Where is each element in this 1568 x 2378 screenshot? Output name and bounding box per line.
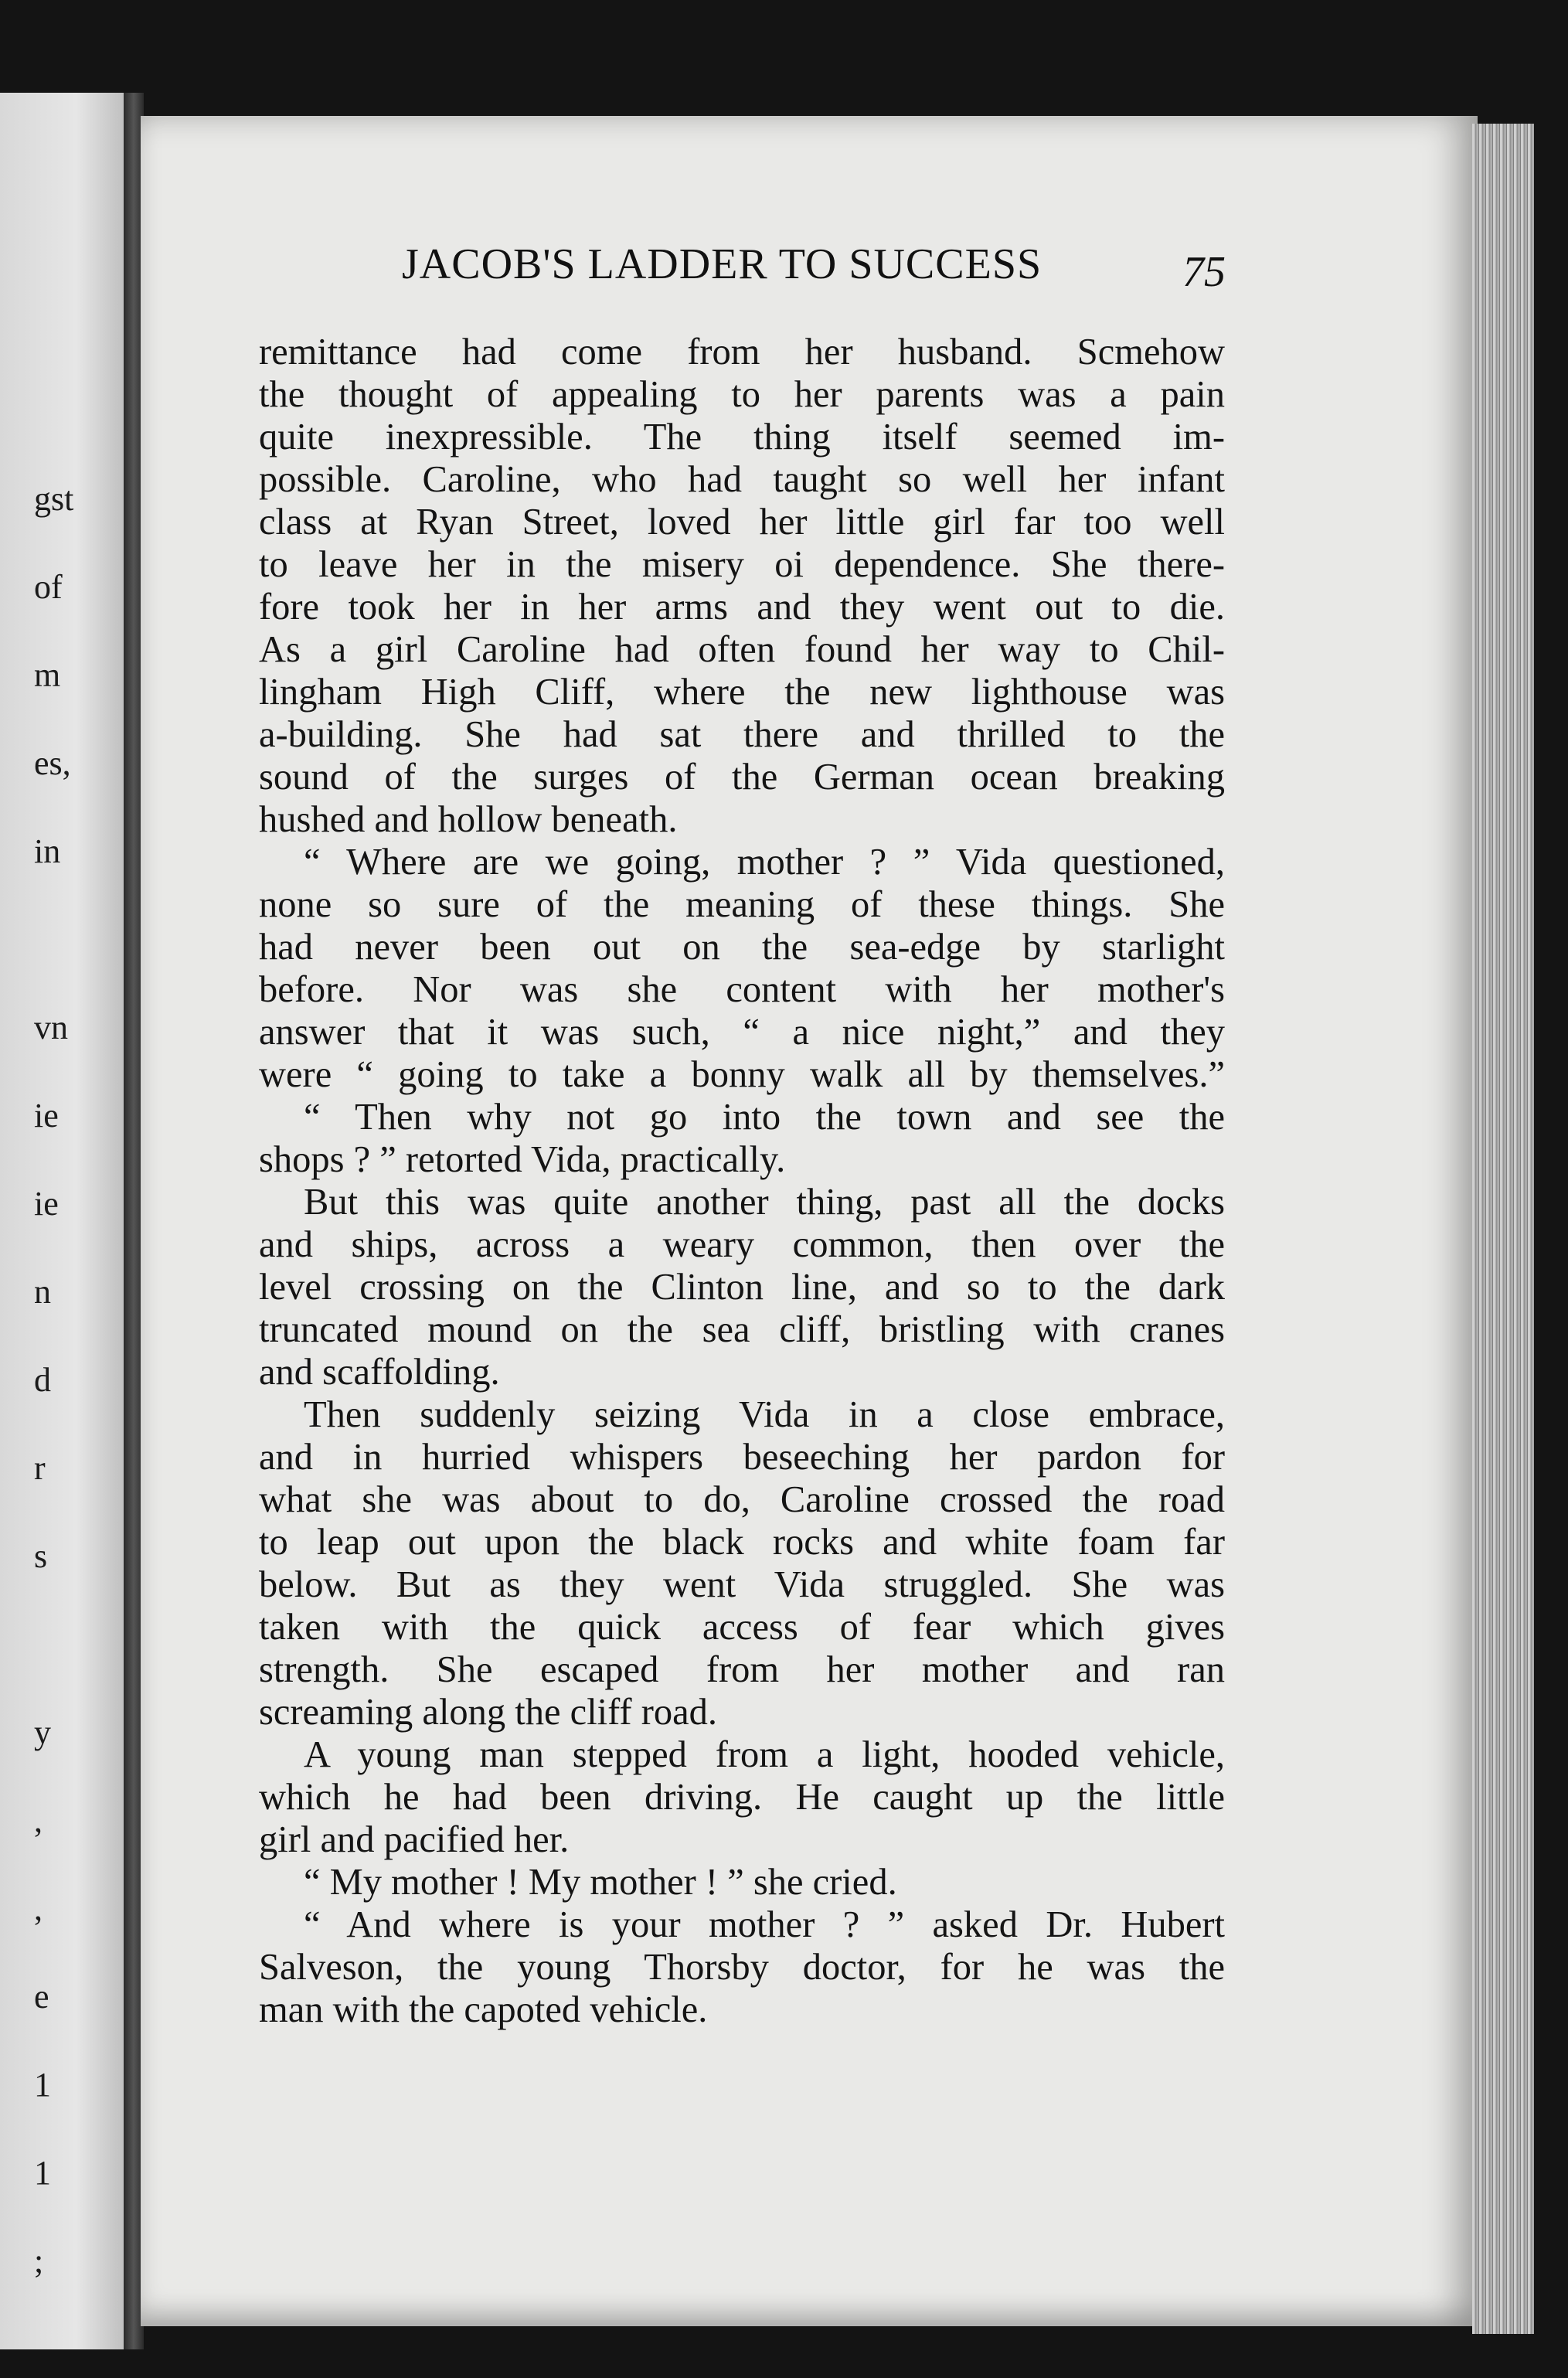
text-line: which he had been driving. He caught up the little	[259, 1777, 1225, 1818]
facing-page-text	[0, 433, 74, 2327]
text-line: A young man stepped from a light, hooded vehicle,	[304, 1734, 1225, 1775]
facing-page	[0, 93, 128, 2349]
facing-fragment: ;	[34, 2242, 44, 2280]
text-line: sound of the surges of the German ocean breaking	[259, 757, 1225, 798]
text-line: answer that it was such, “ a nice night,” and they	[259, 1012, 1225, 1053]
text-line: and ships, across a weary common, then over the	[259, 1224, 1225, 1265]
text-line: girl and pacified her.	[259, 1819, 570, 1860]
facing-fragment: ,	[34, 1801, 43, 1839]
running-title: JACOB'S LADDER TO SUCCESS	[402, 240, 1042, 288]
text-line: “ Where are we going, mother ? ” Vida questioned,	[304, 842, 1225, 883]
page-edges	[1472, 124, 1534, 2334]
facing-fragment: 1	[34, 2066, 51, 2104]
facing-fragment: d	[34, 1361, 51, 1399]
text-line: shops ? ” retorted Vida, practically.	[259, 1139, 786, 1180]
text-line: none so sure of the meaning of these things. She	[259, 884, 1225, 925]
text-line: fore took her in her arms and they went out to die.	[259, 587, 1225, 628]
text-line: hushed and hollow beneath.	[259, 799, 678, 840]
text-line: As a girl Caroline had often found her way to Chil-	[259, 629, 1225, 670]
facing-fragment: m	[34, 656, 61, 694]
facing-fragment: e	[34, 1978, 49, 2016]
text-line: the thought of appealing to her parents was a pain	[259, 374, 1225, 415]
text-line: to leave her in the misery oi dependence. She there-	[259, 544, 1225, 585]
facing-fragment: of	[34, 568, 63, 606]
text-line: But this was quite another thing, past all the docks	[304, 1182, 1225, 1223]
facing-fragment: y	[34, 1713, 51, 1751]
facing-fragment: r	[34, 1449, 46, 1487]
text-line: Salveson, the young Thorsby doctor, for he was the	[259, 1947, 1225, 1988]
text-line: before. Nor was she content with her mother's	[259, 969, 1225, 1010]
facing-fragment: ie	[34, 1185, 59, 1223]
facing-fragment: gst	[34, 480, 74, 518]
facing-fragment: in	[34, 832, 61, 870]
facing-fragment: ,	[34, 1890, 43, 1927]
text-line: class at Ryan Street, loved her little girl far too well	[259, 502, 1225, 543]
text-line: and scaffolding.	[259, 1352, 500, 1393]
text-line: “ Then why not go into the town and see the	[304, 1097, 1225, 1138]
text-line: quite inexpressible. The thing itself seemed im-	[259, 417, 1225, 458]
text-line: remittance had come from her husband. Scmehow	[259, 332, 1225, 373]
facing-fragment: vn	[34, 1009, 68, 1046]
facing-fragment: 1	[34, 2154, 51, 2192]
page-header	[402, 240, 1252, 301]
facing-fragment: es,	[34, 744, 71, 782]
text-line: had never been out on the sea-edge by starlight	[259, 927, 1225, 968]
text-line: “ My mother ! My mother ! ” she cried.	[304, 1862, 897, 1903]
text-line: screaming along the cliff road.	[259, 1692, 718, 1733]
text-line: taken with the quick access of fear which gives	[259, 1607, 1225, 1648]
text-line: “ And where is your mother ? ” asked Dr. Hubert	[304, 1904, 1225, 1945]
text-line: strength. She escaped from her mother and ran	[259, 1649, 1225, 1690]
text-line: Then suddenly seizing Vida in a close embrace,	[304, 1394, 1225, 1435]
text-line: a-building. She had sat there and thrilled to the	[259, 714, 1225, 755]
text-line: possible. Caroline, who had taught so well her infant	[259, 459, 1225, 500]
text-line: lingham High Cliff, where the new lighthouse was	[259, 672, 1225, 713]
text-line: truncated mound on the sea cliff, bristling with cranes	[259, 1309, 1225, 1350]
text-line: were “ going to take a bonny walk all by themselves.”	[259, 1054, 1225, 1095]
facing-fragment: n	[34, 1273, 51, 1311]
body-text	[259, 331, 1225, 2031]
text-line: to leap out upon the black rocks and white foam far	[259, 1522, 1225, 1563]
text-line: what she was about to do, Caroline crossed the road	[259, 1479, 1225, 1520]
facing-fragment: ie	[34, 1097, 59, 1135]
page-number: 75	[1182, 248, 1226, 296]
text-line: and in hurried whispers beseeching her pardon for	[259, 1437, 1225, 1478]
text-line: level crossing on the Clinton line, and so to the dark	[259, 1267, 1225, 1308]
facing-fragment: s	[34, 1537, 48, 1575]
text-line: below. But as they went Vida struggled. She was	[259, 1564, 1225, 1605]
text-line: man with the capoted vehicle.	[259, 1989, 708, 2030]
